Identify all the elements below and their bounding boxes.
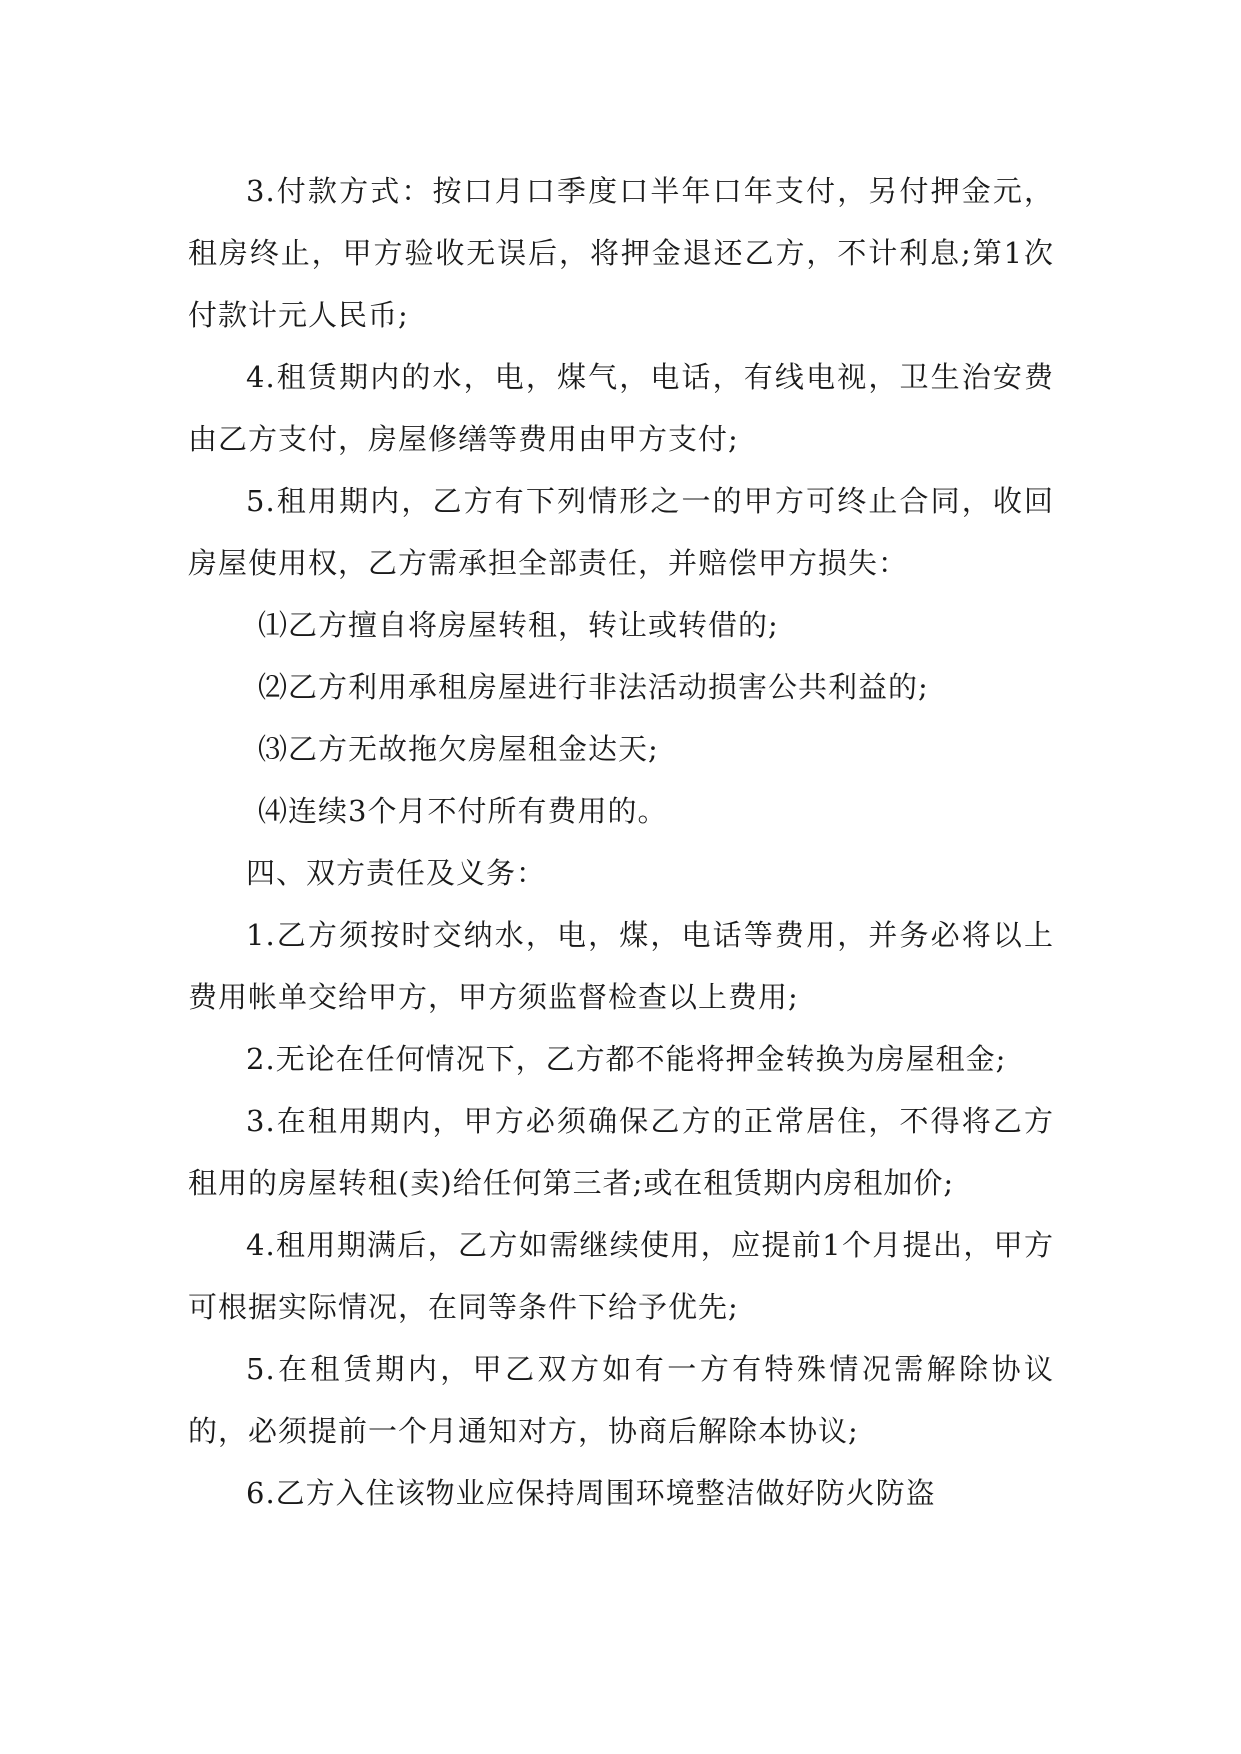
clause-termination-conditions: 5.租用期内，乙方有下列情形之一的甲方可终止合同，收回房屋使用权，乙方需承担全部责任，并赔偿甲方损失： <box>188 484 1054 580</box>
duty-clause-2: 2.无论在任何情况下，乙方都不能将押金转换为房屋租金; <box>246 1042 1007 1076</box>
termination-item-3: ⑶乙方无故拖欠房屋租金达天; <box>258 732 659 766</box>
duty-clause-3: 3.在租用期内，甲方必须确保乙方的正常居住，不得将乙方租用的房屋转租(卖)给任何第三者;或在租赁期内房租加价; <box>188 1104 1054 1200</box>
section-heading-responsibilities: 四、双方责任及义务： <box>246 856 547 890</box>
document-body <box>188 160 1054 1524</box>
termination-item-2: ⑵乙方利用承租房屋进行非法活动损害公共利益的; <box>258 670 929 704</box>
termination-item-4: ⑷连续3个月不付所有费用的。 <box>258 794 668 828</box>
clause-payment-method: 3.付款方式：按口月口季度口半年口年支付，另付押金元，租房终止，甲方验收无误后，将押金退还乙方，不计利息;第1次付款计元人民币; <box>188 174 1054 332</box>
termination-item-1: ⑴乙方擅自将房屋转租，转让或转借的; <box>258 608 779 642</box>
clause-utility-fees: 4.租赁期内的水，电，煤气，电话，有线电视，卫生治安费由乙方支付，房屋修缮等费用由甲方支付; <box>188 360 1054 456</box>
duty-clause-1: 1.乙方须按时交纳水，电，煤，电话等费用，并务必将以上费用帐单交给甲方，甲方须监督检查以上费用; <box>188 918 1054 1014</box>
duty-clause-4: 4.租用期满后，乙方如需继续使用，应提前1个月提出，甲方可根据实际情况，在同等条件下给予优先; <box>188 1228 1054 1324</box>
duty-clause-6: 6.乙方入住该物业应保持周围环境整洁做好防火防盗 <box>246 1476 936 1510</box>
duty-clause-5: 5.在租赁期内，甲乙双方如有一方有特殊情况需解除协议的，必须提前一个月通知对方，协商后解除本协议; <box>188 1352 1054 1448</box>
